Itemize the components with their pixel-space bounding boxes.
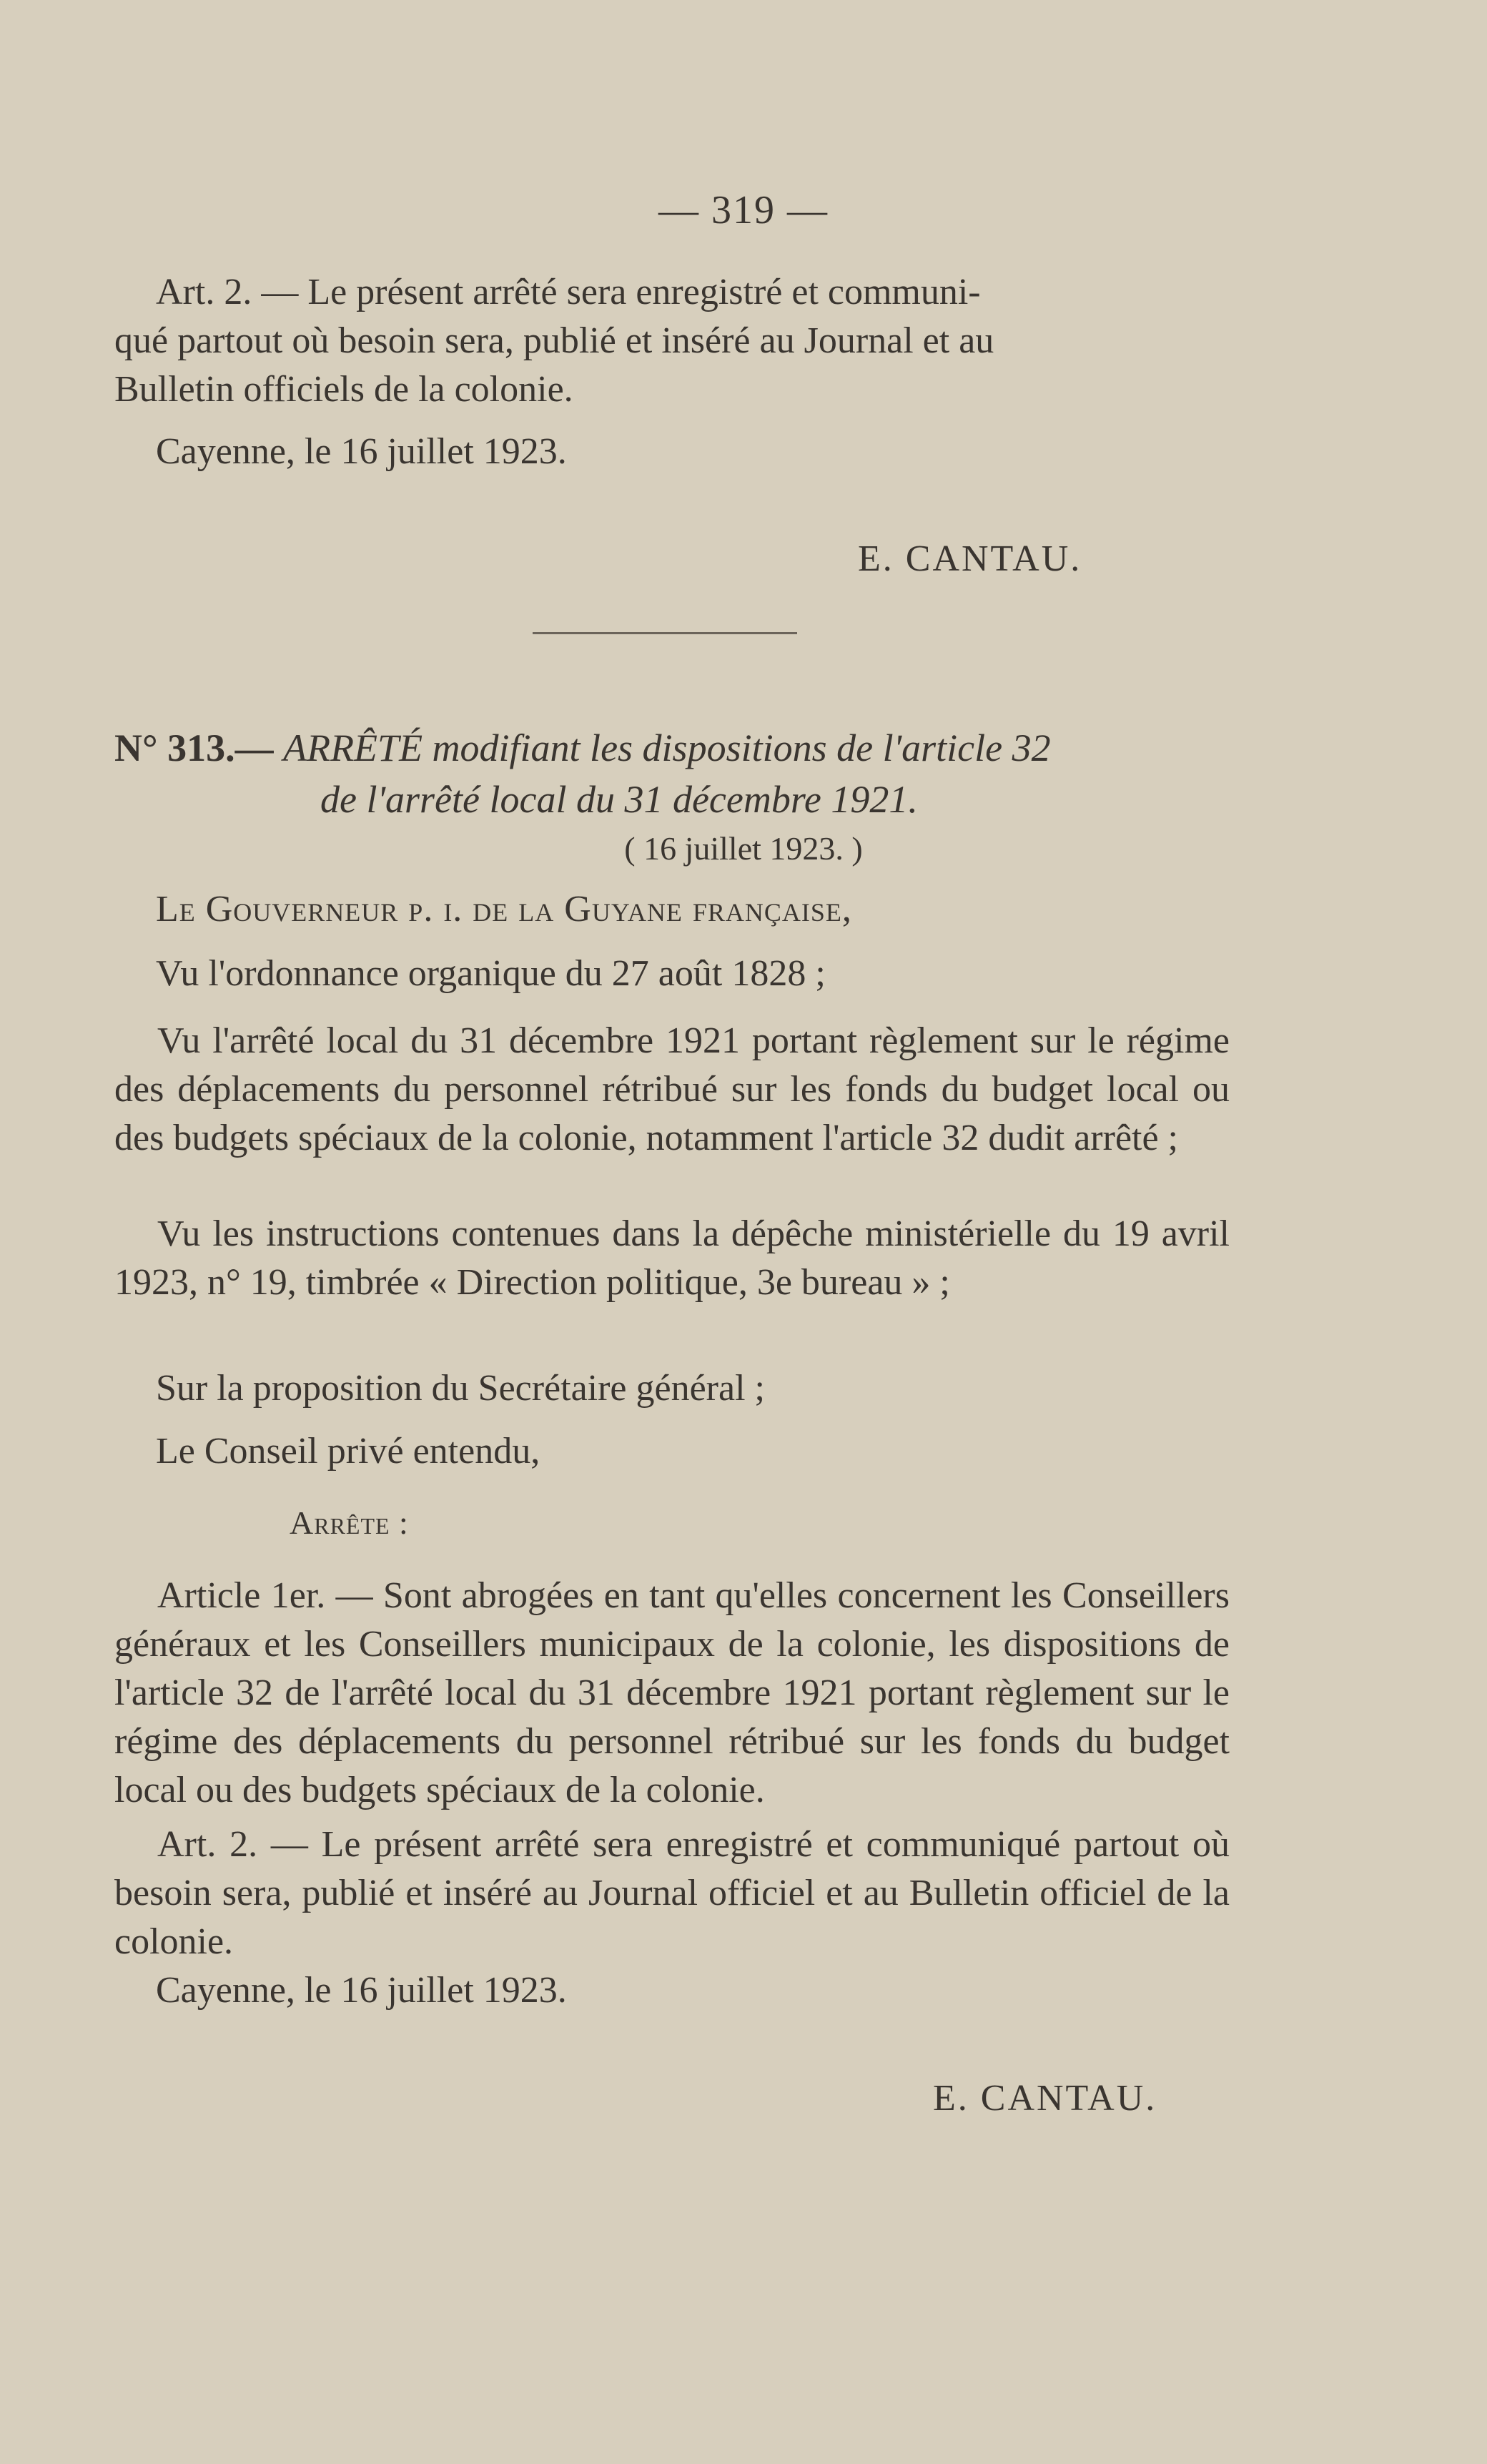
governor-line: Le Gouverneur p. i. de la Guyane française, (156, 889, 852, 930)
visa-2: Vu l'arrêté local du 31 décembre 1921 portant règlement sur le régime des déplacements du personnel rétribué sur les fonds du budget local ou des budgets spéciaux de la colonie, notamment l'article 32 dudit arrêté ; (114, 1020, 1230, 1158)
art2-line-1: Art. 2. — Le présent arrêté sera enregistré et communi- (156, 272, 981, 312)
article-1: Article 1er. — Sont abrogées en tant qu'elles concernent les Conseillers généraux et les Conseillers municipaux de la colonie, les dispositions de l'article 32 de l'arrêté local du 31 décembre 1921 portant règlement sur le régime des déplacements du personnel rétribué sur les fonds du budget local ou des budgets spéciaux de la colonie. (114, 1575, 1230, 1810)
decree-number: N° 313.— (114, 726, 274, 769)
decree-date: ( 16 juillet 1923. ) (624, 830, 863, 867)
place-date: Cayenne, le 16 juillet 1923. (156, 431, 567, 472)
visa-3: Vu les instructions contenues dans la dépêche ministérielle du 19 avril 1923, n° 19, timbrée « Direction politique, 3e bureau » ; (114, 1213, 1230, 1303)
decree-signature: E. CANTAU. (933, 2078, 1157, 2119)
arrete-heading: Arrête : (290, 1504, 409, 1541)
art2-line-2: qué partout où besoin sera, publié et inséré au Journal et au (114, 320, 994, 361)
decree-place-date: Cayenne, le 16 juillet 1923. (156, 1970, 567, 2011)
section-divider (533, 632, 797, 634)
visa-1: Vu l'ordonnance organique du 27 août 1828 ; (156, 953, 826, 994)
decree-title-line-2: de l'arrêté local du 31 décembre 1921. (320, 778, 918, 821)
page-number: — 319 — (658, 188, 829, 232)
visa-4: Sur la proposition du Secrétaire général ; (156, 1368, 765, 1409)
visa-5: Le Conseil privé entendu, (156, 1431, 540, 1472)
art2-line-3: Bulletin officiels de la colonie. (114, 369, 573, 410)
decree-title-line-1: ARRÊTÉ modifiant les dispositions de l'article 32 (283, 726, 1051, 769)
article-2: Art. 2. — Le présent arrêté sera enregistré et communiqué partout où besoin sera, publié et inséré au Journal officiel et au Bulletin officiel de la colonie. (114, 1824, 1230, 1962)
decree-header (114, 722, 1230, 825)
signature: E. CANTAU. (858, 538, 1082, 579)
